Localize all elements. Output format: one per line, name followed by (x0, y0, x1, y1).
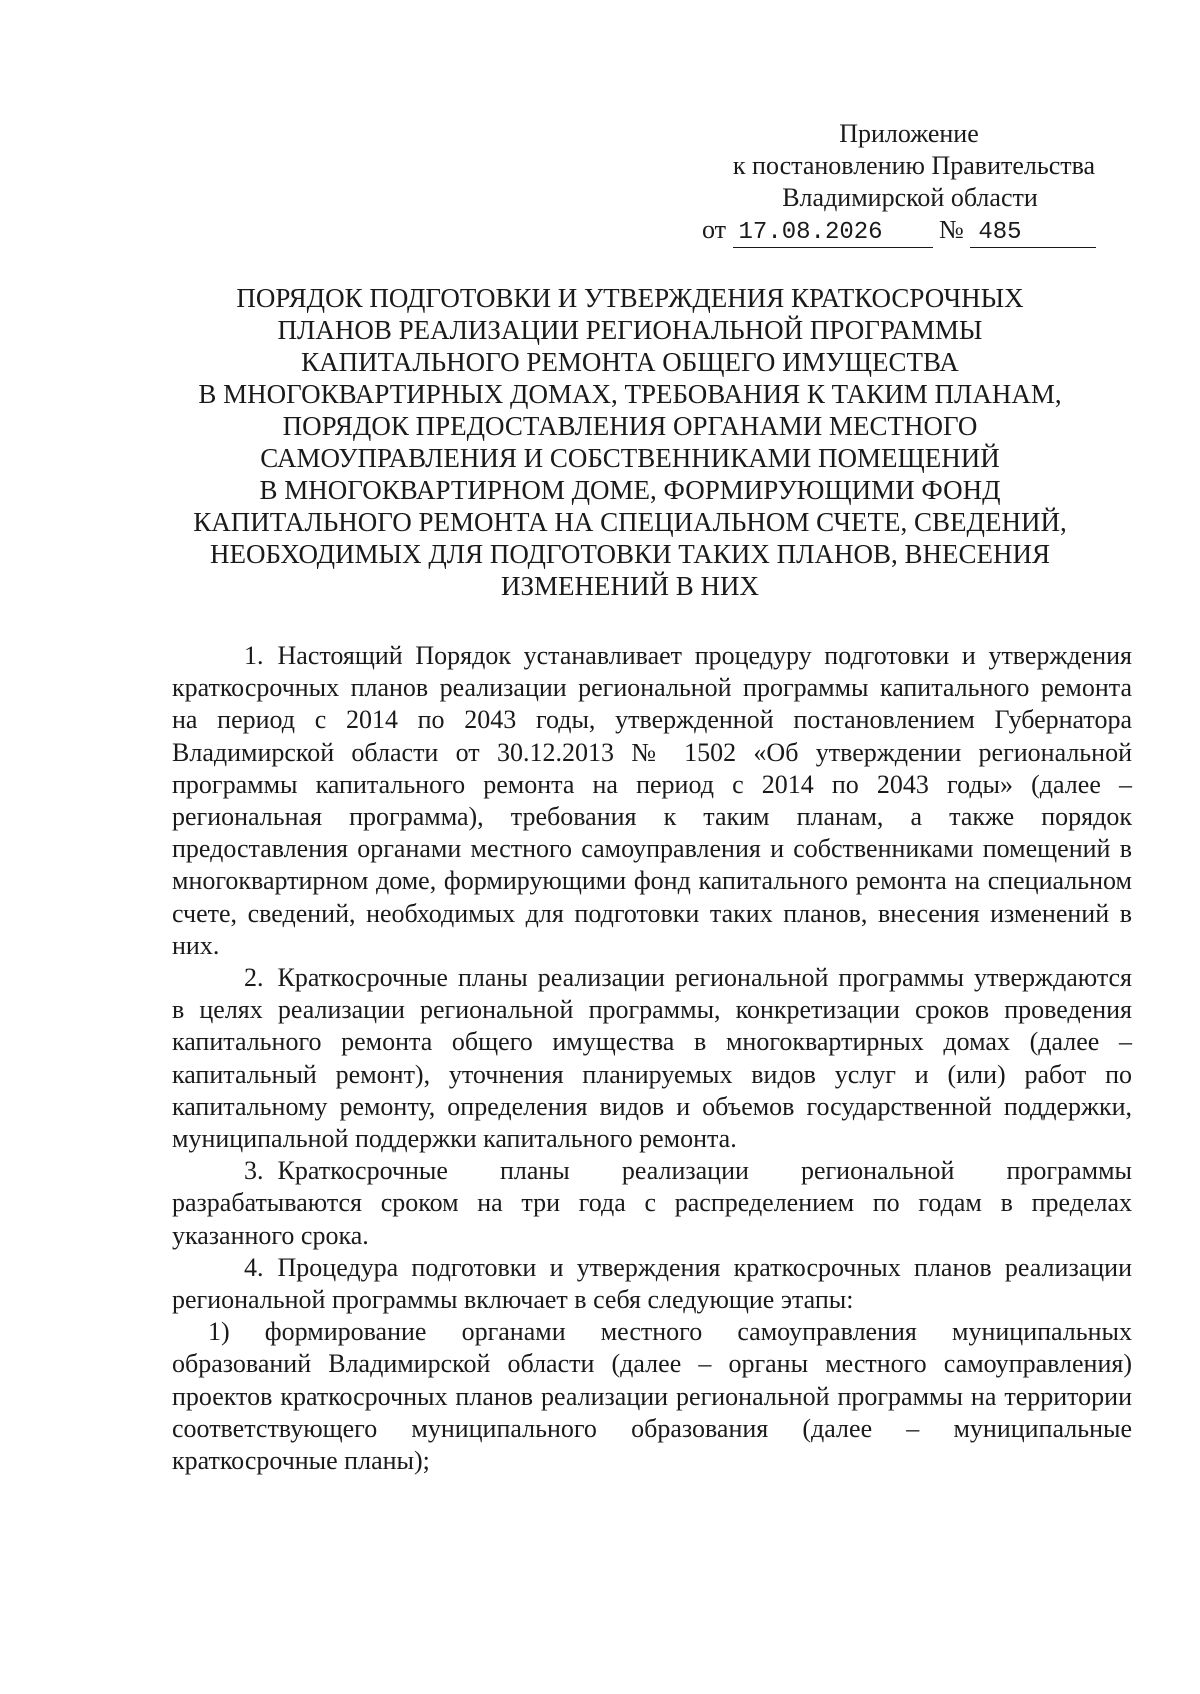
paragraph-text: Настоящий Порядок устанавливает процедуру подготовки и утверждения краткосрочных планов реализации региональной программы капитального ремонта на период с 2014 по 2043 годы, утвержденной постановлением Губернатора Владимирской области от 30.12.2013 № 1502 «Об утверждении региональной программы капитального ремонта на период с 2014 по 2043 годы» (далее – региональная программа), требования к таким планам, а также порядок предоставления органами местного самоуправления и собственниками помещений в многоквартирном доме, формирующими фонд капитального ремонта на специальном счете, сведений, необходимых для подготовки таких планов, внесения изменений в них. (172, 641, 1132, 960)
subitem-number: 1) (208, 1317, 230, 1347)
paragraph-1 (172, 640, 1132, 962)
document-title (170, 282, 1090, 602)
resolution-date: 17.08.2026 (733, 219, 933, 248)
from-label: от (702, 215, 727, 244)
title-line: НЕОБХОДИМЫХ ДЛЯ ПОДГОТОВКИ ТАКИХ ПЛАНОВ, ВНЕСЕНИЯ (210, 539, 1050, 569)
title-line: САМОУПРАВЛЕНИЯ И СОБСТВЕННИКАМИ ПОМЕЩЕНИЙ (260, 443, 1000, 473)
appendix-region: Владимирской области (782, 183, 1038, 212)
title-line: ПЛАНОВ РЕАЛИЗАЦИИ РЕГИОНАЛЬНОЙ ПРОГРАММЫ (277, 315, 983, 345)
appendix-title: Приложение (839, 119, 979, 148)
paragraph-number: 4. (244, 1252, 264, 1282)
paragraph-3 (172, 1155, 1132, 1252)
title-line: В МНОГОКВАРТИРНОМ ДОМЕ, ФОРМИРУЮЩИМИ ФОНД (259, 475, 1001, 505)
title-line: В МНОГОКВАРТИРНЫХ ДОМАХ, ТРЕБОВАНИЯ К ТАКИМ ПЛАНАМ, (198, 379, 1062, 409)
paragraph-2 (172, 962, 1132, 1155)
paragraph-4 (172, 1252, 1132, 1316)
title-line: ПОРЯДОК ПРЕДОСТАВЛЕНИЯ ОРГАНАМИ МЕСТНОГО (282, 411, 978, 441)
document-body (172, 640, 1132, 1477)
paragraph-text: Краткосрочные планы реализации региональной программы утверждаются в целях реализации региональной программы, конкретизации сроков проведения капитального ремонта общего имущества в многоквартирных домах (далее – капитальный ремонт), уточнения планируемых видов услуг и (или) работ по капитальному ремонту, определения видов и объемов государственной поддержки, муниципальной поддержки капитального ремонта. (172, 963, 1132, 1154)
appendix-resolution-ref: к постановлению Правительства (732, 151, 1096, 180)
subitem-text: формирование органами местного самоуправления муниципальных образований Владимирской области (далее – органы местного самоуправления) проектов краткосрочных планов реализации региональной программы на территории соответствующего муниципального образования (далее – муниципальные краткосрочные планы); (172, 1317, 1133, 1476)
paragraph-text: Краткосрочные планы реализации региональной программы разрабатываются сроком на три года с распределением по годам в пределах указанного срока. (172, 1156, 1132, 1250)
title-line: КАПИТАЛЬНОГО РЕМОНТА НА СПЕЦИАЛЬНОМ СЧЕТЕ, СВЕДЕНИЙ, (193, 507, 1067, 537)
paragraph-text: Процедура подготовки и утверждения краткосрочных планов реализации региональной программы включает в себя следующие этапы: (172, 1252, 1132, 1315)
appendix-date-number-line (690, 214, 1110, 248)
resolution-number: 485 (970, 219, 1096, 248)
paragraph-number: 1. (244, 641, 264, 670)
title-line: КАПИТАЛЬНОГО РЕМОНТА ОБЩЕГО ИМУЩЕСТВА (301, 347, 959, 377)
appendix-header (690, 118, 1110, 248)
title-line: ИЗМЕНЕНИЙ В НИХ (500, 571, 760, 601)
subitem-1 (172, 1316, 1132, 1477)
title-line: ПОРЯДОК ПОДГОТОВКИ И УТВЕРЖДЕНИЯ КРАТКОСРОЧНЫХ (236, 283, 1024, 313)
paragraph-number: 3. (244, 1156, 264, 1186)
number-label: № (939, 215, 964, 244)
paragraph-number: 2. (244, 963, 264, 993)
